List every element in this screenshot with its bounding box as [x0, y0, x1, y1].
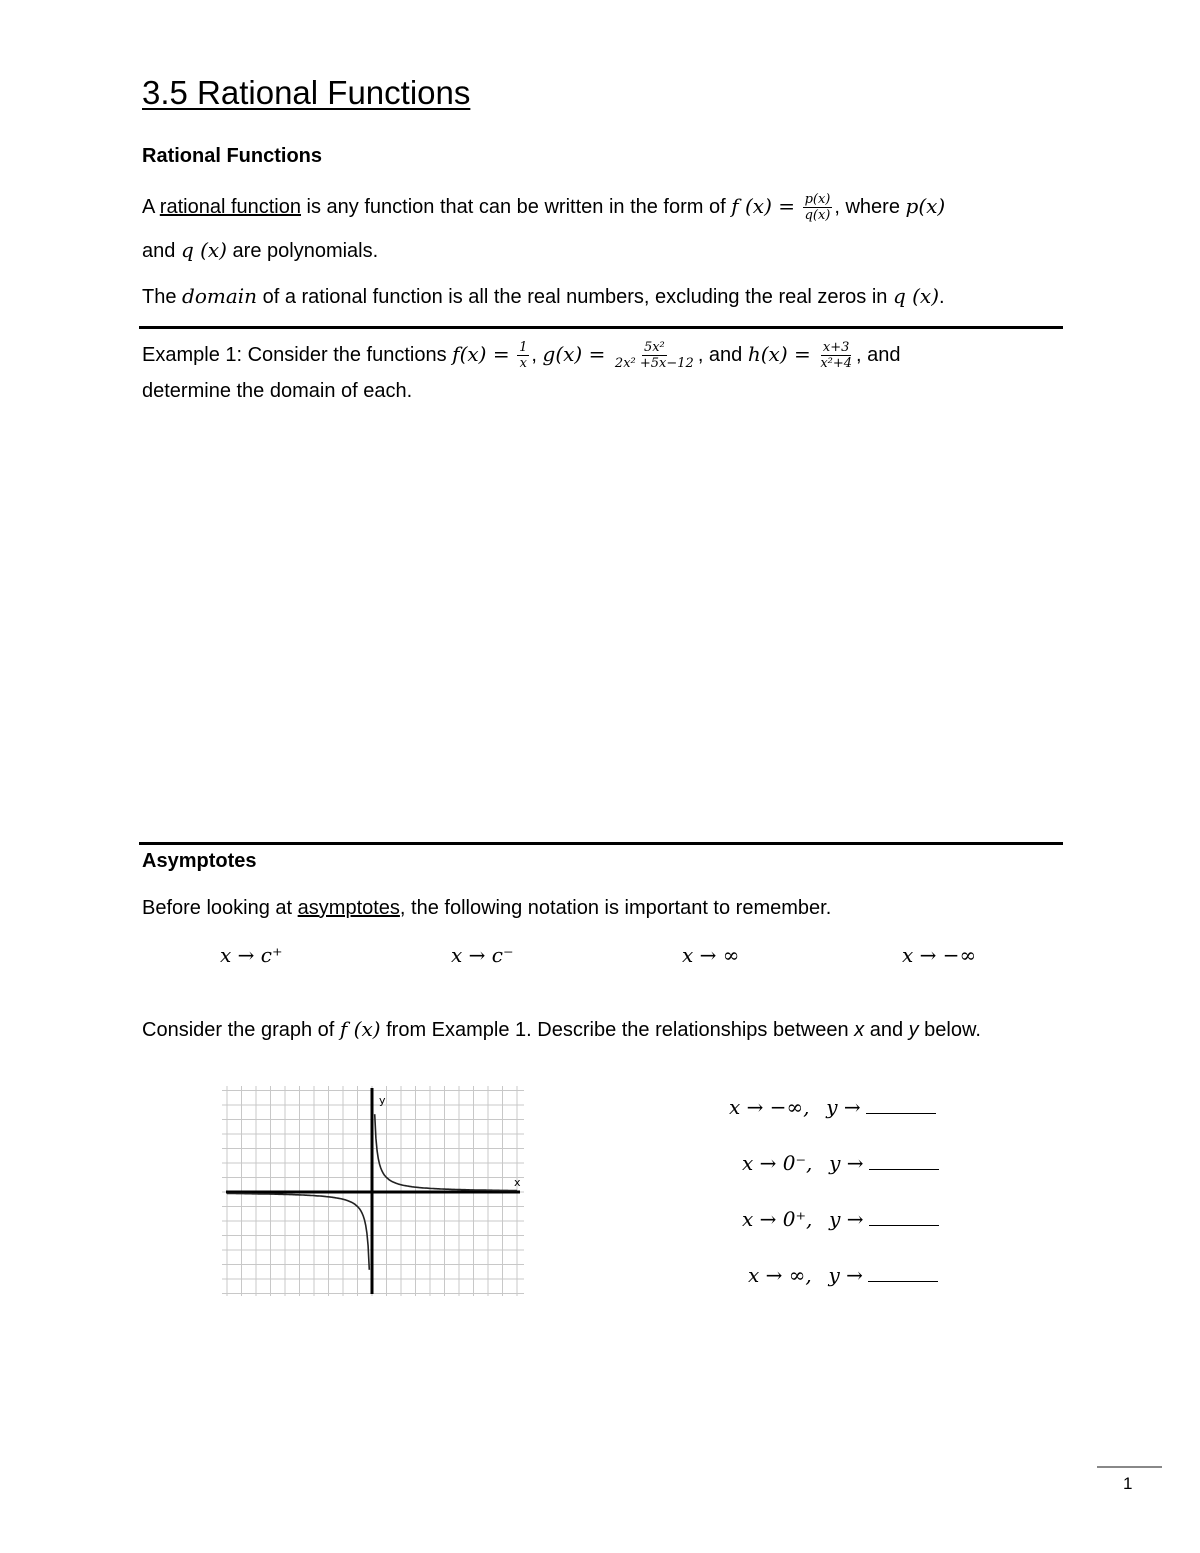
text: The: [142, 286, 183, 308]
answer-y: y →: [829, 1151, 864, 1175]
answer-row-4: [748, 1263, 938, 1288]
fraction-p-over-q: [803, 192, 833, 223]
term-domain: domain: [182, 284, 258, 308]
text: below.: [918, 1019, 981, 1041]
answer-blank[interactable]: [868, 1265, 938, 1282]
notation-neg-infinity: x → −∞: [902, 943, 977, 967]
text: from Example 1. Describe the relationships between: [380, 1019, 855, 1041]
term-asymptotes: asymptotes: [297, 897, 400, 919]
text: Example 1: Consider the functions: [142, 344, 453, 366]
definition-line-1: [142, 192, 945, 223]
text: .: [939, 286, 945, 308]
text: Before looking at: [142, 897, 298, 919]
definition-line-2: [142, 238, 378, 263]
denominator: x²+4: [820, 356, 853, 372]
text: ,: [531, 344, 543, 366]
math-px: p(x): [905, 193, 946, 218]
math-qx: q (x): [892, 284, 939, 308]
numerator: p(x): [804, 192, 831, 207]
math-fx: f (x) =: [731, 193, 795, 218]
page-title: 3.5 Rational Functions: [142, 74, 471, 111]
asymptotes-intro: [142, 897, 831, 920]
notation-c-minus: x → c⁻: [451, 943, 514, 967]
notation-c-plus: x → c⁺: [220, 943, 283, 967]
numerator: x+3: [822, 340, 850, 356]
example-1-line-1: [142, 334, 901, 375]
footer-rule: [1097, 1466, 1162, 1468]
answer-x: x → −∞,: [729, 1095, 810, 1119]
text: and: [142, 240, 181, 262]
answer-blank[interactable]: [866, 1097, 936, 1114]
text: of a rational function is all the real numbers, excluding the real zeros in: [257, 286, 893, 308]
curve-branch-left: [227, 1194, 369, 1270]
x-axis-label: x: [514, 1176, 521, 1189]
text: A: [142, 195, 160, 218]
math-g: g(x) =: [542, 342, 606, 366]
text: , and: [856, 344, 901, 366]
domain-statement: [142, 284, 945, 309]
divider: [139, 842, 1063, 845]
section-heading-rational-functions: Rational Functions: [142, 145, 322, 167]
numerator: 5x²: [643, 340, 665, 356]
text: and: [864, 1019, 909, 1041]
text: Consider the graph of: [142, 1019, 340, 1041]
math-fx: f (x): [339, 1017, 381, 1041]
answer-y: y →: [828, 1263, 863, 1287]
answer-blank[interactable]: [869, 1153, 939, 1170]
denominator: x: [519, 356, 527, 372]
answer-x: x → ∞,: [748, 1263, 812, 1287]
numerator: 1: [519, 340, 528, 356]
notation-infinity: x → ∞: [682, 943, 740, 967]
answer-row-2: [742, 1151, 939, 1176]
y-axis-label: y: [379, 1094, 386, 1107]
term-rational-function: rational function: [159, 195, 301, 218]
section-heading-asymptotes: Asymptotes: [142, 850, 257, 872]
fraction-h: [818, 340, 854, 371]
text: , where: [834, 195, 906, 218]
answer-y: y →: [826, 1095, 861, 1119]
example-1-line-2: determine the domain of each.: [142, 380, 413, 402]
var-y: y: [908, 1019, 919, 1041]
graph-f-of-x: [222, 1086, 524, 1296]
text: are polynomials.: [226, 240, 379, 262]
curve-branch-right: [375, 1114, 517, 1190]
text: is any function that can be written in the form of: [301, 195, 732, 218]
answer-y: y →: [829, 1207, 864, 1231]
fraction-f: [517, 340, 529, 371]
divider: [139, 326, 1063, 329]
var-x: x: [854, 1019, 865, 1041]
denominator: q(x): [804, 208, 831, 223]
math-h: h(x) =: [747, 342, 811, 366]
answer-row-1: [729, 1095, 936, 1120]
denominator: 2x² +5x−12: [614, 356, 694, 372]
answer-x: x → 0⁻,: [742, 1151, 813, 1175]
text: , the following notation is important to remember.: [399, 897, 832, 919]
fraction-g: [613, 340, 696, 371]
math-f: f(x) =: [452, 342, 510, 366]
text: , and: [697, 344, 748, 366]
answer-blank[interactable]: [869, 1209, 939, 1226]
page-number: 1: [1123, 1474, 1133, 1493]
answer-x: x → 0⁺,: [742, 1207, 813, 1231]
consider-graph-prompt: [142, 1017, 981, 1042]
answer-row-3: [742, 1207, 939, 1232]
math-qx: q (x): [180, 238, 227, 262]
